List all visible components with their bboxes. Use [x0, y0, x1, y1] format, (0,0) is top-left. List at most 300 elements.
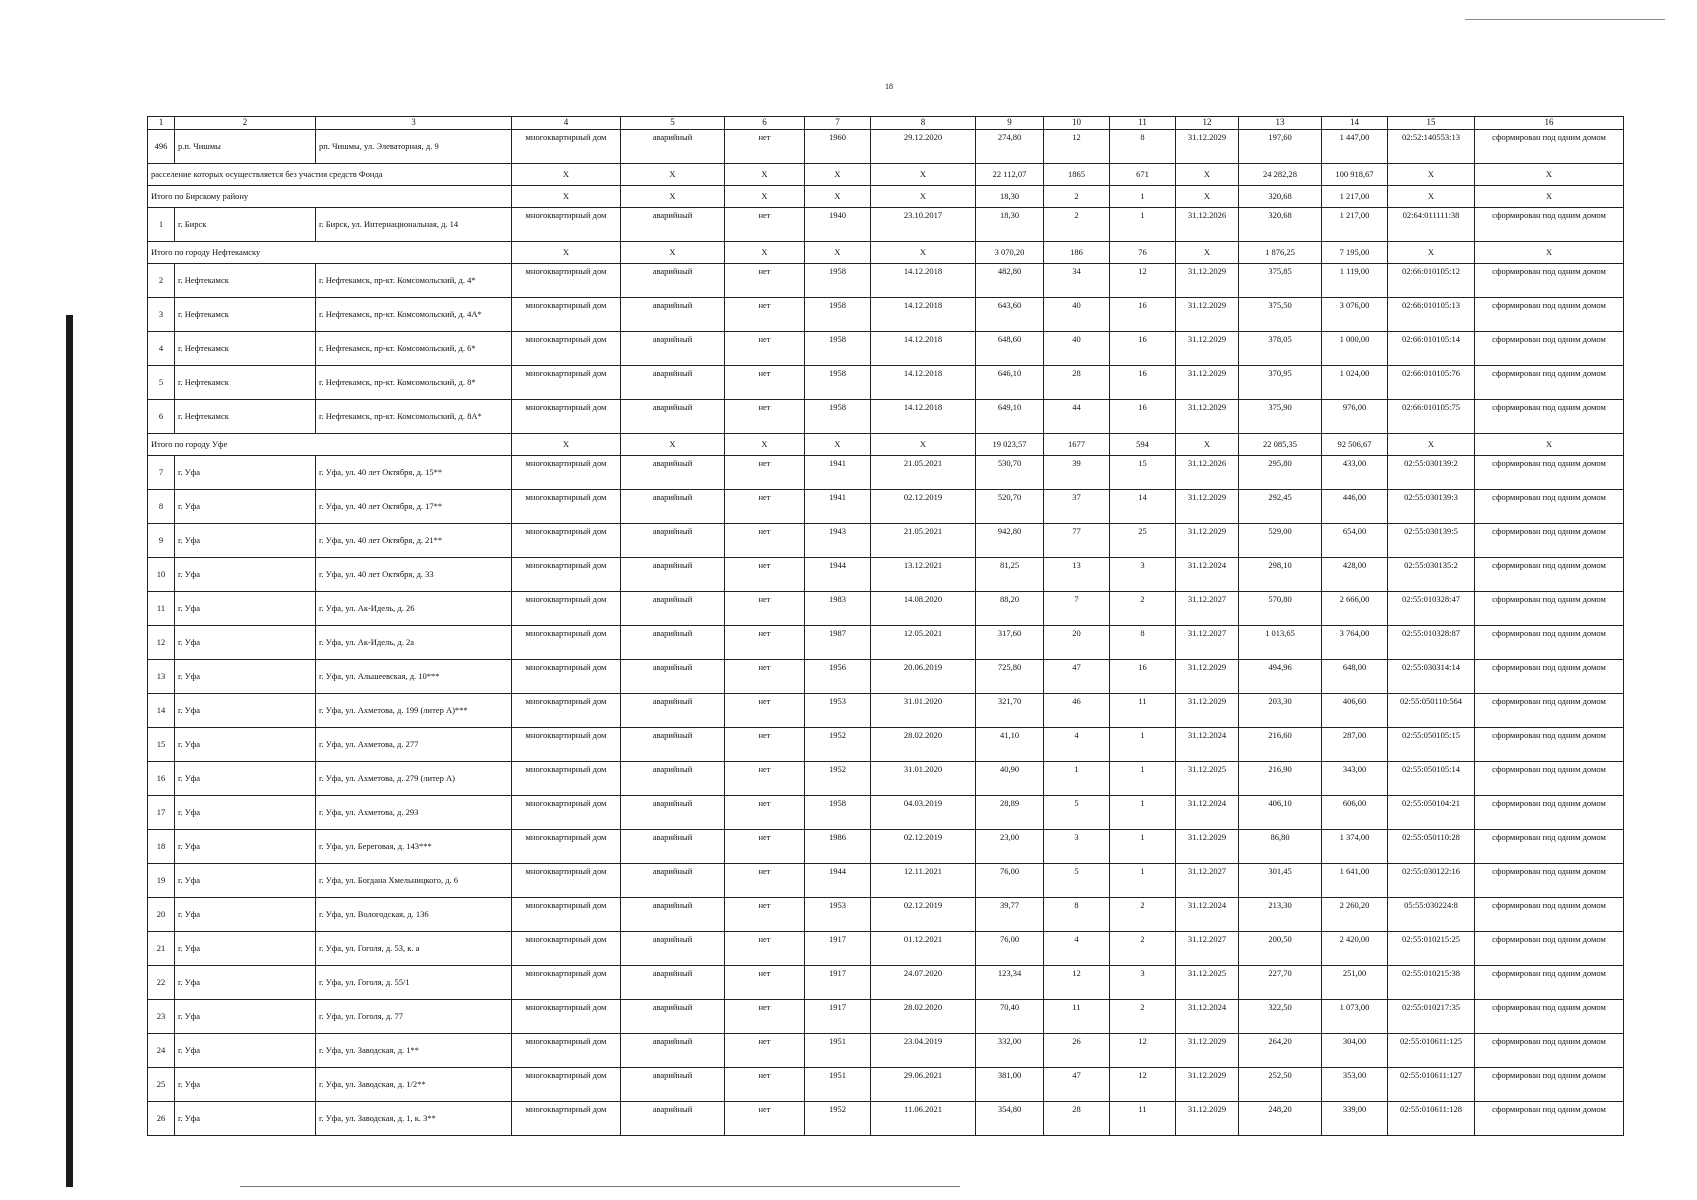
summary-row-other — [148, 164, 1624, 186]
summary-x: X — [1475, 164, 1624, 186]
cell-type: многоквартирный дом — [512, 558, 621, 592]
cell-flag: нет — [725, 932, 805, 966]
cell-year: 1944 — [805, 558, 871, 592]
cell-deadline: 31.12.2029 — [1176, 298, 1239, 332]
cell-num: 19 — [148, 864, 175, 898]
cell-address: г. Уфа, ул. Гоголя, д. 77 — [316, 1000, 512, 1034]
table-row — [148, 694, 1624, 728]
cell-units: 14 — [1110, 490, 1176, 524]
col-header: 5 — [621, 117, 725, 130]
cell-cadastral: 05:55:030224:8 — [1388, 898, 1475, 932]
summary-value-13: 320,68 — [1239, 186, 1322, 208]
table-row — [148, 332, 1624, 366]
cell-flag: нет — [725, 1000, 805, 1034]
summary-units: 594 — [1110, 434, 1176, 456]
cell-value-13: 252,50 — [1239, 1068, 1322, 1102]
cell-num: 12 — [148, 626, 175, 660]
cell-year: 1953 — [805, 898, 871, 932]
cell-deadline: 31.12.2029 — [1176, 490, 1239, 524]
cell-area: 530,70 — [976, 456, 1044, 490]
cell-settlement: г. Уфа — [175, 796, 316, 830]
cell-deadline: 31.12.2024 — [1176, 1000, 1239, 1034]
summary-value-14: 100 918,67 — [1322, 164, 1388, 186]
cell-note: сформирован под одним домом — [1475, 490, 1624, 524]
cell-date: 12.11.2021 — [871, 864, 976, 898]
cell-year: 1951 — [805, 1034, 871, 1068]
cell-address: г. Бирск, ул. Интернациональная, д. 14 — [316, 208, 512, 242]
cell-area: 23,00 — [976, 830, 1044, 864]
cell-address: г. Уфа, ул. Богдана Хмельницкого, д. 6 — [316, 864, 512, 898]
cell-num: 22 — [148, 966, 175, 1000]
cell-value-13: 200,50 — [1239, 932, 1322, 966]
cell-flag: нет — [725, 1102, 805, 1136]
cell-settlement: г. Уфа — [175, 830, 316, 864]
table-row — [148, 1068, 1624, 1102]
cell-people: 46 — [1044, 694, 1110, 728]
cell-area: 482,80 — [976, 264, 1044, 298]
cell-address: рп. Чишмы, ул. Элеваторная, д. 9 — [316, 130, 512, 164]
cell-cadastral: 02:66:010105:14 — [1388, 332, 1475, 366]
cell-deadline: 31.12.2025 — [1176, 762, 1239, 796]
cell-flag: нет — [725, 830, 805, 864]
cell-deadline: 31.12.2027 — [1176, 864, 1239, 898]
cell-date: 14.12.2018 — [871, 298, 976, 332]
cell-date: 29.06.2021 — [871, 1068, 976, 1102]
summary-x: X — [1176, 164, 1239, 186]
cell-settlement: г. Уфа — [175, 660, 316, 694]
cell-units: 1 — [1110, 728, 1176, 762]
cell-settlement: г. Уфа — [175, 626, 316, 660]
cell-units: 1 — [1110, 796, 1176, 830]
cell-status: аварийный — [621, 1102, 725, 1136]
summary-x: X — [621, 434, 725, 456]
cell-people: 12 — [1044, 966, 1110, 1000]
summary-x: X — [621, 242, 725, 264]
cell-flag: нет — [725, 558, 805, 592]
table-row — [148, 966, 1624, 1000]
cell-status: аварийный — [621, 694, 725, 728]
cell-status: аварийный — [621, 400, 725, 434]
summary-x: X — [1475, 242, 1624, 264]
cell-address: г. Уфа, ул. Ахметова, д. 199 (литер А)*** — [316, 694, 512, 728]
cell-deadline: 31.12.2024 — [1176, 558, 1239, 592]
cell-type: многоквартирный дом — [512, 264, 621, 298]
cell-address: г. Уфа, ул. Гоголя, д. 53, к. а — [316, 932, 512, 966]
cell-status: аварийный — [621, 796, 725, 830]
cell-settlement: г. Уфа — [175, 592, 316, 626]
cell-value-14: 446,00 — [1322, 490, 1388, 524]
summary-x: X — [512, 186, 621, 208]
cell-area: 123,34 — [976, 966, 1044, 1000]
cell-year: 1958 — [805, 264, 871, 298]
cell-year: 1986 — [805, 830, 871, 864]
cell-people: 13 — [1044, 558, 1110, 592]
cell-deadline: 31.12.2029 — [1176, 1068, 1239, 1102]
cell-year: 1958 — [805, 298, 871, 332]
cell-num: 17 — [148, 796, 175, 830]
cell-value-14: 343,00 — [1322, 762, 1388, 796]
cell-units: 12 — [1110, 264, 1176, 298]
cell-cadastral: 02:66:010105:13 — [1388, 298, 1475, 332]
cell-deadline: 31.12.2029 — [1176, 1034, 1239, 1068]
table-row — [148, 558, 1624, 592]
cell-area: 520,70 — [976, 490, 1044, 524]
cell-status: аварийный — [621, 830, 725, 864]
cell-flag: нет — [725, 1068, 805, 1102]
cell-year: 1952 — [805, 1102, 871, 1136]
cell-type: многоквартирный дом — [512, 332, 621, 366]
cell-value-13: 494,96 — [1239, 660, 1322, 694]
summary-x: X — [1388, 186, 1475, 208]
table-row — [148, 524, 1624, 558]
summary-people: 186 — [1044, 242, 1110, 264]
housing-register-table — [147, 116, 1624, 1136]
cell-units: 1 — [1110, 208, 1176, 242]
cell-address: г. Уфа, ул. Ак-Идель, д. 2а — [316, 626, 512, 660]
cell-deadline: 31.12.2029 — [1176, 366, 1239, 400]
cell-address: г. Уфа, ул. Заводская, д. 1** — [316, 1034, 512, 1068]
cell-status: аварийный — [621, 298, 725, 332]
col-header: 7 — [805, 117, 871, 130]
cell-value-14: 353,00 — [1322, 1068, 1388, 1102]
cell-units: 1 — [1110, 830, 1176, 864]
summary-x: X — [1388, 164, 1475, 186]
cell-status: аварийный — [621, 592, 725, 626]
cell-date: 23.04.2019 — [871, 1034, 976, 1068]
summary-x: X — [871, 186, 976, 208]
cell-note: сформирован под одним домом — [1475, 694, 1624, 728]
cell-deadline: 31.12.2026 — [1176, 456, 1239, 490]
cell-date: 31.01.2020 — [871, 694, 976, 728]
cell-type: многоквартирный дом — [512, 932, 621, 966]
cell-cadastral: 02:66:010105:76 — [1388, 366, 1475, 400]
cell-units: 8 — [1110, 130, 1176, 164]
cell-area: 646,10 — [976, 366, 1044, 400]
cell-note: сформирован под одним домом — [1475, 524, 1624, 558]
cell-status: аварийный — [621, 524, 725, 558]
summary-x: X — [512, 242, 621, 264]
cell-value-13: 1 013,65 — [1239, 626, 1322, 660]
scan-line-top — [1465, 19, 1665, 20]
cell-num: 4 — [148, 332, 175, 366]
cell-type: многоквартирный дом — [512, 366, 621, 400]
col-header: 16 — [1475, 117, 1624, 130]
cell-area: 648,60 — [976, 332, 1044, 366]
cell-date: 04.03.2019 — [871, 796, 976, 830]
cell-num: 11 — [148, 592, 175, 626]
cell-cadastral: 02:55:010328:87 — [1388, 626, 1475, 660]
cell-area: 643,60 — [976, 298, 1044, 332]
summary-area: 3 070,20 — [976, 242, 1044, 264]
summary-label: Итого по городу Уфе — [148, 434, 512, 456]
cell-flag: нет — [725, 208, 805, 242]
cell-people: 3 — [1044, 830, 1110, 864]
cell-units: 12 — [1110, 1068, 1176, 1102]
cell-note: сформирован под одним домом — [1475, 864, 1624, 898]
summary-x: X — [1176, 186, 1239, 208]
cell-note: сформирован под одним домом — [1475, 592, 1624, 626]
cell-num: 13 — [148, 660, 175, 694]
cell-date: 11.06.2021 — [871, 1102, 976, 1136]
cell-type: многоквартирный дом — [512, 1000, 621, 1034]
cell-people: 28 — [1044, 366, 1110, 400]
cell-value-14: 976,00 — [1322, 400, 1388, 434]
cell-value-14: 2 666,00 — [1322, 592, 1388, 626]
cell-settlement: г. Уфа — [175, 1102, 316, 1136]
cell-people: 39 — [1044, 456, 1110, 490]
cell-value-13: 216,90 — [1239, 762, 1322, 796]
cell-address: г. Нефтекамск, пр-кт. Комсомольский, д. 8* — [316, 366, 512, 400]
cell-flag: нет — [725, 366, 805, 400]
cell-flag: нет — [725, 592, 805, 626]
cell-date: 02.12.2019 — [871, 898, 976, 932]
cell-type: многоквартирный дом — [512, 728, 621, 762]
cell-value-13: 570,80 — [1239, 592, 1322, 626]
summary-x: X — [871, 242, 976, 264]
cell-people: 40 — [1044, 298, 1110, 332]
cell-area: 354,80 — [976, 1102, 1044, 1136]
cell-num: 2 — [148, 264, 175, 298]
table-row — [148, 1000, 1624, 1034]
cell-flag: нет — [725, 456, 805, 490]
cell-deadline: 31.12.2029 — [1176, 130, 1239, 164]
cell-deadline: 31.12.2029 — [1176, 694, 1239, 728]
cell-area: 81,25 — [976, 558, 1044, 592]
cell-note: сформирован под одним домом — [1475, 130, 1624, 164]
cell-units: 16 — [1110, 660, 1176, 694]
cell-num: 14 — [148, 694, 175, 728]
cell-cadastral: 02:66:010105:75 — [1388, 400, 1475, 434]
cell-value-13: 529,00 — [1239, 524, 1322, 558]
cell-units: 11 — [1110, 1102, 1176, 1136]
table-row — [148, 626, 1624, 660]
cell-num: 496 — [148, 130, 175, 164]
cell-address: г. Уфа, ул. 40 лет Октября, д. 21** — [316, 524, 512, 558]
cell-address: г. Нефтекамск, пр-кт. Комсомольский, д. 8А* — [316, 400, 512, 434]
cell-address: г. Уфа, ул. 40 лет Октября, д. 17** — [316, 490, 512, 524]
cell-address: г. Уфа, ул. Вологодская, д. 136 — [316, 898, 512, 932]
cell-settlement: г. Уфа — [175, 898, 316, 932]
col-header: 1 — [148, 117, 175, 130]
cell-units: 25 — [1110, 524, 1176, 558]
scan-edge — [66, 315, 73, 1187]
cell-note: сформирован под одним домом — [1475, 332, 1624, 366]
col-header: 10 — [1044, 117, 1110, 130]
cell-flag: нет — [725, 966, 805, 1000]
summary-area: 19 023,57 — [976, 434, 1044, 456]
summary-people: 1865 — [1044, 164, 1110, 186]
cell-flag: нет — [725, 626, 805, 660]
cell-settlement: г. Уфа — [175, 490, 316, 524]
summary-x: X — [725, 186, 805, 208]
cell-date: 01.12.2021 — [871, 932, 976, 966]
cell-date: 31.01.2020 — [871, 762, 976, 796]
cell-value-13: 378,05 — [1239, 332, 1322, 366]
cell-flag: нет — [725, 524, 805, 558]
cell-note: сформирован под одним домом — [1475, 796, 1624, 830]
cell-area: 28,89 — [976, 796, 1044, 830]
cell-note: сформирован под одним домом — [1475, 660, 1624, 694]
cell-settlement: г. Нефтекамск — [175, 400, 316, 434]
summary-x: X — [512, 164, 621, 186]
cell-address: г. Уфа, ул. Ак-Идель, д. 26 — [316, 592, 512, 626]
cell-date: 14.12.2018 — [871, 264, 976, 298]
summary-x: X — [805, 186, 871, 208]
cell-deadline: 31.12.2029 — [1176, 400, 1239, 434]
cell-units: 16 — [1110, 298, 1176, 332]
cell-cadastral: 02:55:030314:14 — [1388, 660, 1475, 694]
cell-year: 1953 — [805, 694, 871, 728]
cell-people: 34 — [1044, 264, 1110, 298]
cell-deadline: 31.12.2024 — [1176, 796, 1239, 830]
cell-settlement: г. Уфа — [175, 456, 316, 490]
cell-status: аварийный — [621, 898, 725, 932]
cell-status: аварийный — [621, 1000, 725, 1034]
cell-area: 76,00 — [976, 932, 1044, 966]
cell-deadline: 31.12.2029 — [1176, 524, 1239, 558]
cell-cadastral: 02:52:140553:13 — [1388, 130, 1475, 164]
cell-type: многоквартирный дом — [512, 1034, 621, 1068]
col-header: 3 — [316, 117, 512, 130]
cell-value-13: 375,50 — [1239, 298, 1322, 332]
cell-deadline: 31.12.2024 — [1176, 898, 1239, 932]
cell-type: многоквартирный дом — [512, 762, 621, 796]
cell-year: 1917 — [805, 1000, 871, 1034]
cell-date: 02.12.2019 — [871, 830, 976, 864]
summary-area: 18,30 — [976, 186, 1044, 208]
cell-deadline: 31.12.2029 — [1176, 1102, 1239, 1136]
cell-settlement: г. Уфа — [175, 864, 316, 898]
cell-status: аварийный — [621, 728, 725, 762]
cell-units: 2 — [1110, 898, 1176, 932]
summary-area: 22 112,07 — [976, 164, 1044, 186]
cell-status: аварийный — [621, 130, 725, 164]
cell-status: аварийный — [621, 366, 725, 400]
cell-date: 02.12.2019 — [871, 490, 976, 524]
cell-value-14: 1 073,00 — [1322, 1000, 1388, 1034]
cell-value-13: 295,80 — [1239, 456, 1322, 490]
cell-address: г. Уфа, ул. Заводская, д. 1, к. 3** — [316, 1102, 512, 1136]
summary-x: X — [621, 164, 725, 186]
cell-deadline: 31.12.2029 — [1176, 264, 1239, 298]
cell-area: 40,90 — [976, 762, 1044, 796]
cell-num: 5 — [148, 366, 175, 400]
table-row — [148, 400, 1624, 434]
cell-cadastral: 02:55:030135:2 — [1388, 558, 1475, 592]
cell-people: 4 — [1044, 728, 1110, 762]
cell-type: многоквартирный дом — [512, 456, 621, 490]
cell-status: аварийный — [621, 864, 725, 898]
cell-value-14: 304,00 — [1322, 1034, 1388, 1068]
summary-x: X — [805, 164, 871, 186]
cell-cadastral: 02:66:010105:12 — [1388, 264, 1475, 298]
table-row — [148, 456, 1624, 490]
cell-people: 20 — [1044, 626, 1110, 660]
cell-settlement: г. Уфа — [175, 762, 316, 796]
cell-deadline: 31.12.2025 — [1176, 966, 1239, 1000]
cell-value-13: 301,45 — [1239, 864, 1322, 898]
cell-status: аварийный — [621, 932, 725, 966]
summary-x: X — [512, 434, 621, 456]
cell-settlement: г. Нефтекамск — [175, 298, 316, 332]
table-row — [148, 898, 1624, 932]
cell-people: 5 — [1044, 796, 1110, 830]
cell-address: г. Уфа, ул. 40 лет Октября, д. 15** — [316, 456, 512, 490]
cell-people: 28 — [1044, 1102, 1110, 1136]
summary-label: расселение которых осуществляется без участия средств Фонда — [148, 164, 512, 186]
cell-status: аварийный — [621, 264, 725, 298]
cell-cadastral: 02:55:050110:28 — [1388, 830, 1475, 864]
cell-year: 1941 — [805, 490, 871, 524]
cell-value-13: 370,95 — [1239, 366, 1322, 400]
cell-area: 70,40 — [976, 1000, 1044, 1034]
table-row — [148, 592, 1624, 626]
cell-note: сформирован под одним домом — [1475, 400, 1624, 434]
cell-value-14: 287,00 — [1322, 728, 1388, 762]
cell-value-13: 322,50 — [1239, 1000, 1322, 1034]
cell-units: 2 — [1110, 1000, 1176, 1034]
cell-units: 2 — [1110, 592, 1176, 626]
cell-address: г. Уфа, ул. Альшеевская, д. 10*** — [316, 660, 512, 694]
cell-date: 14.12.2018 — [871, 400, 976, 434]
cell-note: сформирован под одним домом — [1475, 1102, 1624, 1136]
cell-note: сформирован под одним домом — [1475, 1068, 1624, 1102]
cell-status: аварийный — [621, 966, 725, 1000]
cell-flag: нет — [725, 762, 805, 796]
cell-people: 40 — [1044, 332, 1110, 366]
cell-address: г. Нефтекамск, пр-кт. Комсомольский, д. 4А* — [316, 298, 512, 332]
cell-note: сформирован под одним домом — [1475, 932, 1624, 966]
cell-people: 5 — [1044, 864, 1110, 898]
cell-year: 1987 — [805, 626, 871, 660]
table-row — [148, 1034, 1624, 1068]
cell-area: 317,60 — [976, 626, 1044, 660]
cell-address: г. Уфа, ул. 40 лет Октября, д. 33 — [316, 558, 512, 592]
cell-units: 11 — [1110, 694, 1176, 728]
cell-num: 8 — [148, 490, 175, 524]
cell-year: 1940 — [805, 208, 871, 242]
cell-area: 942,80 — [976, 524, 1044, 558]
table-row — [148, 490, 1624, 524]
table-row — [148, 660, 1624, 694]
cell-settlement: г. Нефтекамск — [175, 264, 316, 298]
summary-x: X — [1475, 434, 1624, 456]
cell-value-14: 1 641,00 — [1322, 864, 1388, 898]
page-number: 18 — [885, 82, 893, 91]
cell-num: 15 — [148, 728, 175, 762]
cell-type: многоквартирный дом — [512, 898, 621, 932]
summary-value-13: 24 282,28 — [1239, 164, 1322, 186]
cell-settlement: р.п. Чишмы — [175, 130, 316, 164]
cell-num: 24 — [148, 1034, 175, 1068]
cell-deadline: 31.12.2027 — [1176, 592, 1239, 626]
cell-value-14: 1 024,00 — [1322, 366, 1388, 400]
cell-date: 28.02.2020 — [871, 1000, 976, 1034]
cell-address: г. Уфа, ул. Гоголя, д. 55/1 — [316, 966, 512, 1000]
cell-deadline: 31.12.2026 — [1176, 208, 1239, 242]
table-row — [148, 796, 1624, 830]
cell-year: 1958 — [805, 332, 871, 366]
cell-units: 1 — [1110, 762, 1176, 796]
cell-units: 2 — [1110, 932, 1176, 966]
table-row — [148, 830, 1624, 864]
cell-type: многоквартирный дом — [512, 490, 621, 524]
cell-cadastral: 02:55:030139:3 — [1388, 490, 1475, 524]
cell-deadline: 31.12.2027 — [1176, 626, 1239, 660]
cell-type: многоквартирный дом — [512, 796, 621, 830]
cell-type: многоквартирный дом — [512, 1068, 621, 1102]
cell-num: 18 — [148, 830, 175, 864]
